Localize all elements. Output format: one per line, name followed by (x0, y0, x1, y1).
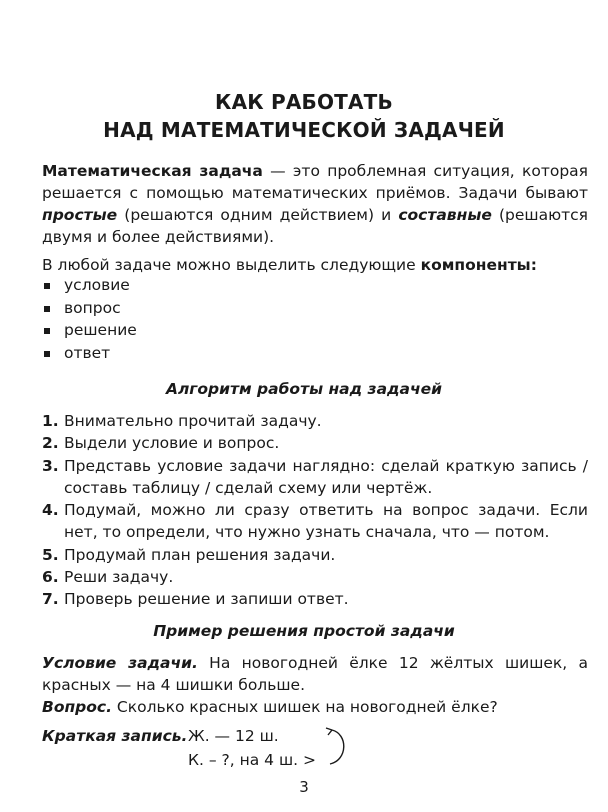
step-text: Реши задачу. (64, 568, 174, 587)
list-item (42, 432, 588, 454)
short-record-line1: Ж. — 12 ш. (188, 727, 279, 745)
example-condition (42, 652, 588, 696)
list-item: вопрос (42, 297, 137, 320)
page-number: 3 (299, 778, 309, 796)
intro-compound: составные (398, 206, 492, 224)
step-text: Представь условие задачи наглядно: сделай краткую запись / составь таблицу / сделай схему или чертёж. (64, 456, 588, 497)
list-item (42, 566, 588, 588)
step-number: 3. (42, 456, 59, 475)
step-number: 6. (42, 568, 59, 587)
intro-paragraph (42, 160, 588, 248)
step-text: Проверь решение и запиши ответ. (64, 590, 349, 609)
step-text: Внимательно прочитай задачу. (64, 412, 322, 430)
algorithm-steps (42, 410, 588, 611)
list-item (42, 499, 588, 544)
short-record-line2: К. – ?, на 4 ш. > (188, 751, 316, 769)
intro-text3: (решаются двумя и более действиями). (42, 206, 588, 246)
step-number: 7. (42, 590, 59, 609)
condition-label: Условие задачи. (42, 654, 198, 672)
components-lead-text: В любой задаче можно выделить следующие (42, 256, 421, 274)
list-item (42, 410, 588, 432)
list-item (42, 544, 588, 566)
components-list (42, 274, 137, 364)
intro-term: Математическая задача (42, 162, 263, 180)
example-question (42, 696, 588, 718)
intro-simple: простые (42, 206, 118, 224)
list-item: условие (42, 274, 137, 297)
step-text: Выдели условие и вопрос. (64, 434, 280, 453)
page-title-line2: НАД МАТЕМАТИЧЕСКОЙ ЗАДАЧЕЙ (103, 118, 505, 142)
curved-arrow-icon (320, 724, 350, 774)
example-heading: Пример решения простой задачи (153, 622, 455, 640)
step-number: 4. (42, 501, 59, 520)
page-title-line1: КАК РАБОТАТЬ (215, 90, 393, 114)
short-record-label: Краткая запись. (42, 727, 188, 745)
algorithm-heading: Алгоритм работы над задачей (165, 380, 443, 398)
intro-text2: (решаются одним действием) и (117, 206, 399, 224)
step-number: 5. (42, 545, 59, 564)
question-label: Вопрос. (42, 698, 112, 716)
step-number: 2. (42, 434, 59, 453)
list-item: ответ (42, 342, 137, 365)
intro-text1: — это проблемная ситуация, которая решается с помощью математических приёмов. Задачи бывают (42, 162, 588, 202)
condition-text: На новогодней ёлке 12 жёлтых шишек, а красных — на 4 шишки больше. (42, 654, 588, 694)
step-text: Продумай план решения задачи. (64, 545, 336, 564)
step-number: 1. (42, 412, 59, 430)
list-item (42, 455, 588, 500)
list-item (42, 588, 588, 610)
step-text: Подумай, можно ли сразу ответить на вопрос задачи. Если нет, то определи, что нужно узнать сначала, что — потом. (64, 501, 588, 542)
list-item: решение (42, 319, 137, 342)
question-text: Сколько красных шишек на новогодней ёлке? (112, 698, 498, 716)
components-word: компоненты: (420, 256, 537, 274)
components-lead (42, 254, 588, 276)
